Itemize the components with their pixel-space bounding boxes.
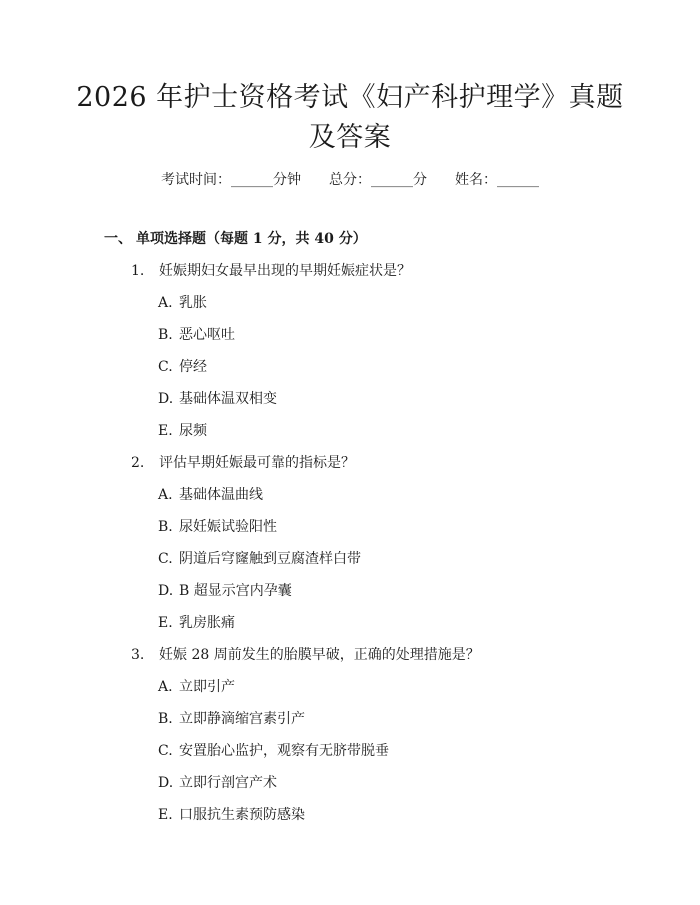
option-1a xyxy=(158,293,207,313)
option-text: 基础体温曲线 xyxy=(179,487,263,503)
option-letter: E. xyxy=(158,807,173,823)
question-number: 2. xyxy=(131,455,145,471)
title-line-1: 2026 年护士资格考试《妇产科护理学》真题 xyxy=(76,82,624,113)
option-text: 口服抗生素预防感染 xyxy=(179,807,305,823)
option-3d xyxy=(158,773,277,793)
option-2b xyxy=(158,517,277,537)
option-1c xyxy=(158,357,207,377)
question-text: 妊娠 28 周前发生的胎膜早破，正确的处理措施是？ xyxy=(159,647,480,663)
option-3b xyxy=(158,709,305,729)
option-letter: D. xyxy=(158,391,174,407)
option-2d xyxy=(158,581,292,601)
option-letter: E. xyxy=(158,423,173,439)
total-score-field: 总分：______分 xyxy=(329,172,427,188)
option-letter: A. xyxy=(158,487,173,503)
exam-meta xyxy=(0,170,700,190)
question-text: 妊娠期妇女最早出现的早期妊娠症状是？ xyxy=(159,263,411,279)
document-title xyxy=(0,78,700,158)
option-3c xyxy=(158,741,389,761)
option-2c xyxy=(158,549,361,569)
section-title: 单项选择题（每题 1 分，共 40 分） xyxy=(136,231,367,247)
question-3 xyxy=(131,645,480,665)
option-text: 立即引产 xyxy=(179,679,235,695)
question-number: 1. xyxy=(131,263,145,279)
option-text: 尿频 xyxy=(179,423,207,439)
option-text: 恶心呕吐 xyxy=(179,327,235,343)
title-line-2: 及答案 xyxy=(308,122,392,153)
question-number: 3. xyxy=(131,647,145,663)
option-3e xyxy=(158,805,305,825)
option-letter: A. xyxy=(158,295,173,311)
option-1d xyxy=(158,389,277,409)
option-3a xyxy=(158,677,235,697)
option-text: 立即静滴缩宫素引产 xyxy=(179,711,305,727)
option-2a xyxy=(158,485,263,505)
exam-time-field: 考试时间：______分钟 xyxy=(161,172,301,188)
option-text: 阴道后穹窿触到豆腐渣样白带 xyxy=(179,551,361,567)
option-letter: C. xyxy=(158,359,173,375)
option-letter: D. xyxy=(158,583,174,599)
option-letter: B. xyxy=(158,711,173,727)
option-1b xyxy=(158,325,235,345)
option-2e xyxy=(158,613,235,633)
section-heading xyxy=(104,229,367,249)
option-text: 乳房胀痛 xyxy=(179,615,235,631)
option-letter: C. xyxy=(158,551,173,567)
option-letter: B. xyxy=(158,327,173,343)
option-1e xyxy=(158,421,207,441)
option-text: 基础体温双相变 xyxy=(179,391,277,407)
name-field: 姓名：______ xyxy=(455,172,539,188)
option-letter: A. xyxy=(158,679,173,695)
option-text: 安置胎心监护，观察有无脐带脱垂 xyxy=(179,743,389,759)
option-letter: D. xyxy=(158,775,174,791)
option-letter: B. xyxy=(158,519,173,535)
section-number: 一、 xyxy=(104,231,132,247)
option-text: 立即行剖宫产术 xyxy=(179,775,277,791)
option-text: 停经 xyxy=(179,359,207,375)
option-text: 乳胀 xyxy=(179,295,207,311)
option-text: B 超显示宫内孕囊 xyxy=(179,583,292,599)
option-letter: E. xyxy=(158,615,173,631)
question-2 xyxy=(131,453,355,473)
question-1 xyxy=(131,261,411,281)
option-letter: C. xyxy=(158,743,173,759)
question-text: 评估早期妊娠最可靠的指标是？ xyxy=(159,455,355,471)
option-text: 尿妊娠试验阳性 xyxy=(179,519,277,535)
